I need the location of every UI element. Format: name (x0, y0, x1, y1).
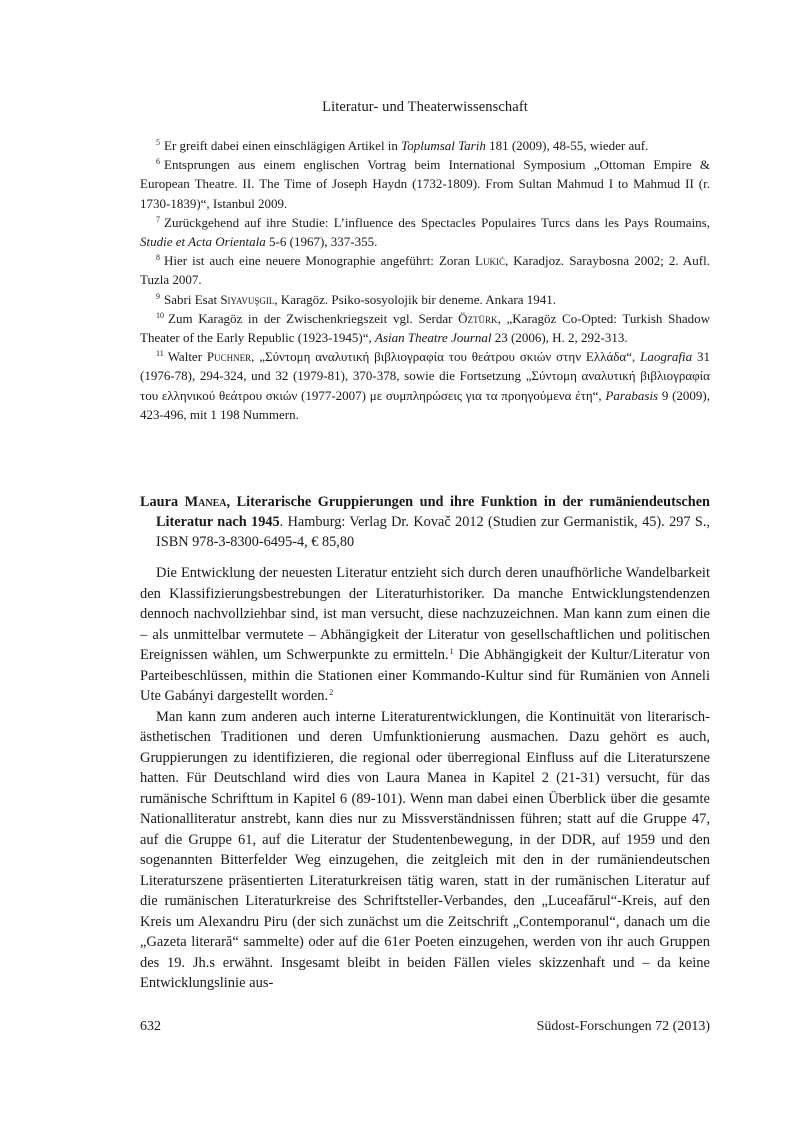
text-run: , „Karagöz Co-Opted: Turkish Shadow Theater of the Early Republic (1923-1945)“, (140, 310, 710, 346)
footnote-ref: 1 (449, 647, 454, 656)
running-head: Literatur- und Theaterwissenschaft (322, 99, 528, 115)
small-caps-name: Öztürk (458, 310, 498, 326)
body-paragraph (140, 707, 710, 994)
italic-text: Asian Theatre Journal (375, 330, 492, 346)
small-caps-name: Lukić (475, 253, 505, 269)
text-run: , „Σύντομη αναλυτική βιβλιογραφία του θεάτρου σκιών στην Ελλάδα“, (251, 349, 641, 365)
review-heading (140, 492, 710, 552)
text-run: , Karadjoz. Saraybosna 2002; 2. Aufl. Tuzla 2007. (140, 253, 710, 288)
text-run: 31 (1976-78), 294-324, und 32 (1979-81), 370-378, sowie die Fortsetzung „Σύντομη αναλυτική βιβλιογραφία του ελληνικού θεάτρου σκιών (1977-2007) με συμπληρώσεις για τα προηγούμενα έτη“, (140, 349, 710, 403)
text-run: Entsprungen aus einem englischen Vortrag beim International Symposium „Ottoman Empire & European Theatre. II. The Time of Joseph Haydn (1732-1809). From Sultan Mahmud I to Mahmud II (r. 1730-1839)“, Istanbul 2009. (140, 157, 710, 211)
book-title: , Literarische Gruppierungen und ihre Funktion in der rumäniendeutschen Literatur nach 1945 (156, 494, 710, 530)
text-run: 9 (2009), 423-496, mit 1 198 Nummern. (140, 387, 710, 422)
text-run: Man kann zum anderen auch interne Literaturentwicklungen, die Kontinuität von literarisch-ästhetischen Traditionen und deren Umfunktionierung ausmachen. Dazu gehört es auch, Gruppierungen zu identifizieren, die regional oder überregional Einfluss auf die Literaturszene hatten. Für Deutschland wird dies von Laura Manea in Kapitel 2 (21-31) versucht, für das rumänische Schrifttum in Kapitel 6 (89-101). Wenn man dabei einen Überblick über die gesamte Nationalliteratur anstrebt, kann dies nur zu Missverständnissen führen; statt auf die Gruppe 47, auf die Gruppe 61, auf die Literatur der Studentenbewegung, in der DDR, auf 1959 und den sogenannten Bitterfelder Weg einzugehen, die zeitgleich mit den in der rumäniendeutschen Literaturszene präsentierten Literaturkreisen tätig waren, statt in der rumänischen Literatur auf die rumänischen Literaturkreise des Schriftsteller-Verbandes, den „Luceafărul“-Kreis, auf den Kreis um Alexandru Piru (der sich zunächst um die Zeitschrift „Contemporanul“, danach um die „Gazeta literară“ sammelte) oder auf die 61er Poeten einzugehen, werden von ihr auch Gruppen des 19. Jh.s erwähnt. Insgesamt bleibt in beiden Fällen vieles skizzenhaft und – da keine Entwicklungslinie aus- (140, 708, 710, 991)
text-run: Walter (167, 349, 207, 365)
italic-text: Parabasis (605, 387, 659, 403)
author-first-name: Laura (140, 494, 185, 510)
text-run: Zurückgehend auf ihre Studie: L’influence des Spectacles Populaires Turcs dans les Pays Roumains, (164, 214, 710, 230)
page-number: 632 (140, 1019, 161, 1034)
text-run: Sabri Esat (164, 291, 221, 307)
text-run: , Karagöz. Psiko-sosyolojik bir deneme. Ankara 1941. (274, 291, 557, 307)
footnote-number: 5 (156, 138, 160, 147)
author-last-name: Manea (184, 494, 227, 510)
publication-details: . Hamburg: Verlag Dr. Kovač 2012 (Studien zur Germanistik, 45). 297 S., ISBN 978-3-8300-6495-4, € 85,80 (156, 514, 710, 550)
footnote-10 (140, 309, 710, 347)
footnote-ref: 2 (329, 688, 334, 697)
text-run: Zum Karagöz in der Zwischenkriegszeit vgl. Serdar (168, 310, 459, 326)
italic-text: Laografia (640, 349, 693, 365)
footnote-number: 9 (156, 291, 160, 301)
footnote-number: 8 (156, 253, 160, 263)
review-citation (140, 492, 710, 552)
journal-citation: Südost-Forschungen 72 (2013) (536, 1019, 710, 1034)
footnote-number: 6 (156, 157, 160, 167)
text-run: Die Entwicklung der neuesten Literatur entzieht sich durch deren unaufhörliche Wandelbarkeit den Klassifizierungsbestrebungen der Literaturhistoriker. Da manche Entwicklungstendenzen dennoch nachvollziehbar sind, ist man versucht, diese nachzuzeichnen. Man kann zum einen die – als unmittelbar vermutete – Abhängigkeit der Literatur von gesellschaftlichen und politischen Ereignissen wählen, um Schwerpunkte zu ermitteln. (140, 565, 710, 663)
text-run: 181 (2009), 48-55, wieder auf. (485, 138, 649, 153)
review-body (140, 563, 710, 994)
footnote-6 (140, 155, 710, 213)
footnote-7 (140, 213, 710, 251)
footnotes (140, 136, 710, 424)
small-caps-name: Siyavuşgil (220, 291, 275, 307)
text-run: Hier ist auch eine neuere Monographie angeführt: Zoran (164, 253, 476, 269)
footnote-number: 7 (156, 214, 160, 224)
footnote-8 (140, 251, 710, 289)
text-run: Er greift dabei einen einschlägigen Artikel in (164, 138, 402, 153)
italic-text: Toplumsal Tarih (401, 138, 486, 153)
italic-text: Studie et Acta Orientala (140, 234, 266, 250)
text-run: Die Abhängigkeit der Kultur/Literatur von Parteibeschlüssen, mithin die Stationen einer Kommando-Kultur sind für Rumänien von Anneli Ute Gabányi dargestellt worden. (140, 647, 710, 704)
footnote-9 (140, 290, 710, 309)
body-paragraph (140, 563, 710, 707)
footnote-number: 10 (156, 310, 164, 320)
text-run: 5-6 (1967), 337-355. (265, 234, 378, 250)
text-run: 23 (2006), H. 2, 292-313. (491, 330, 628, 346)
small-caps-name: Puchner (206, 349, 252, 365)
footnote-11 (140, 347, 710, 424)
footnote-number: 11 (156, 349, 164, 359)
footnote-5 (140, 136, 710, 155)
